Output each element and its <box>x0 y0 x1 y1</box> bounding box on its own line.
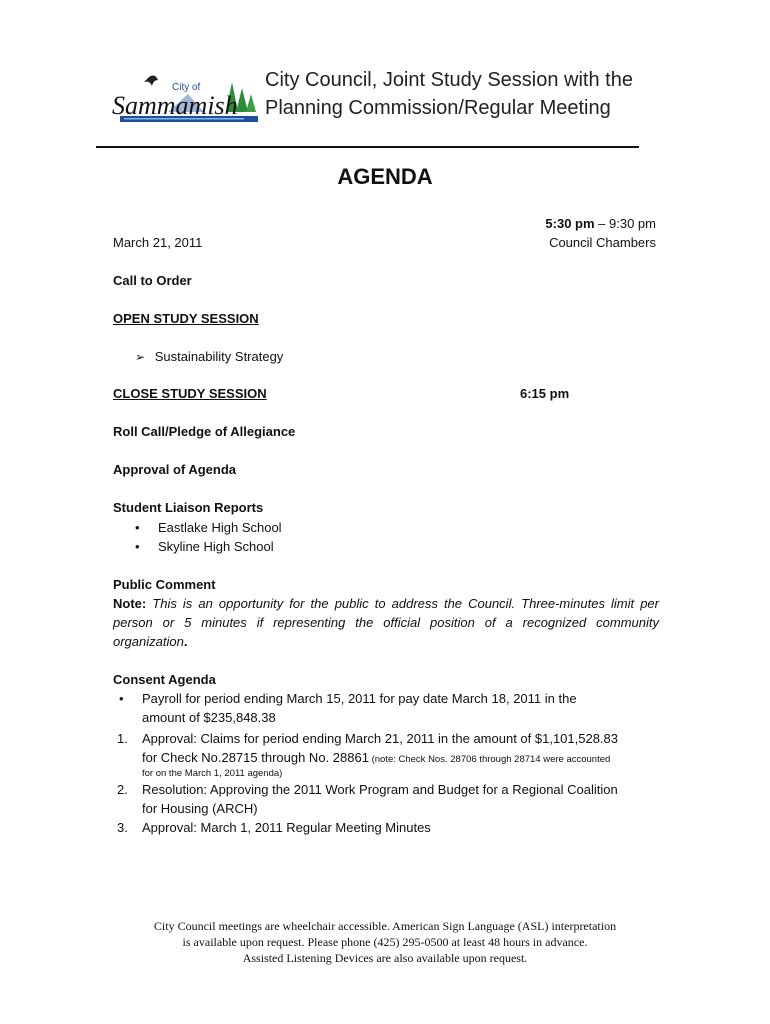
list-item <box>135 518 282 537</box>
bullet-icon: • <box>135 520 140 535</box>
footer-line-1: City Council meetings are wheelchair accessible. American Sign Language (ASL) interpretation <box>153 919 617 933</box>
meeting-location: Council Chambers <box>549 235 656 250</box>
claims-note-a: (note: Check Nos. 28706 through 28714 were accounted <box>368 754 611 765</box>
title-line-2: Planning Commission/Regular Meeting <box>265 97 611 119</box>
public-comment-note <box>113 594 659 651</box>
school-name: Eastlake High School <box>158 520 282 535</box>
claims-check-range: for Check No.28715 through No. 28861 <box>142 750 369 765</box>
item-number: 1. <box>117 731 128 746</box>
study-topic-item <box>135 347 283 367</box>
consent-agenda-heading: Consent Agenda <box>113 672 216 687</box>
close-time: 6:15 pm <box>520 386 570 401</box>
item-number: 2. <box>117 782 128 797</box>
time-separator: – <box>594 216 610 231</box>
note-text: This is an opportunity for the public to address the Council. Three-minutes limit per person or 5 minutes if representing the official position of a recognized community organization <box>113 596 659 649</box>
bullet-icon: • <box>135 539 140 554</box>
page-title <box>265 66 633 122</box>
meeting-time <box>440 214 656 233</box>
item-number: 3. <box>117 820 128 835</box>
resolution-line-1: Resolution: Approving the 2011 Work Program and Budget for a Regional Coalition <box>142 782 618 797</box>
call-to-order: Call to Order <box>113 273 192 288</box>
payroll-line-2: amount of $235,848.38 <box>142 710 276 725</box>
arrow-bullet-icon: ➢ <box>135 350 146 364</box>
note-end: . <box>183 634 188 649</box>
note-label: Note: <box>113 596 147 611</box>
logo-text: Sammamish <box>112 91 238 120</box>
list-item <box>135 537 274 556</box>
claims-line-1: Approval: Claims for period ending March 21, 2011 in the amount of $1,101,528.83 <box>142 731 619 746</box>
end-time: 9:30 pm <box>609 216 656 231</box>
roll-call: Roll Call/Pledge of Allegiance <box>113 424 296 439</box>
start-time: 5:30 pm <box>545 216 595 231</box>
claims-note-b: for on the March 1, 2011 agenda) <box>142 768 283 779</box>
claims-line-2 <box>142 748 610 769</box>
footer-line-2: is available upon request. Please phone (425) 295-0500 at least 48 hours in advance. <box>182 935 588 949</box>
footer-line-3: Assisted Listening Devices are also available upon request. <box>242 951 528 965</box>
minutes-line-1: Approval: March 1, 2011 Regular Meeting Minutes <box>142 820 431 835</box>
approval-of-agenda: Approval of Agenda <box>113 462 237 477</box>
meeting-date: March 21, 2011 <box>113 235 203 250</box>
payroll-line-1: Payroll for period ending March 15, 2011 for pay date March 18, 2011 in the <box>142 691 577 706</box>
agenda-heading: AGENDA <box>337 164 433 189</box>
student-liaison-heading: Student Liaison Reports <box>113 500 264 515</box>
resolution-line-2: for Housing (ARCH) <box>142 801 258 816</box>
close-study-session: CLOSE STUDY SESSION <box>113 386 267 401</box>
bird-icon <box>144 76 158 86</box>
public-comment-heading: Public Comment <box>113 577 216 592</box>
open-study-session: OPEN STUDY SESSION <box>113 311 259 326</box>
logo-small-text: City of <box>172 82 201 93</box>
city-logo <box>108 72 260 130</box>
school-name: Skyline High School <box>158 539 274 554</box>
study-topic: Sustainability Strategy <box>154 349 284 364</box>
title-line-1: City Council, Joint Study Session with the <box>265 69 633 91</box>
footer-notice <box>0 918 770 966</box>
bullet-icon: • <box>119 691 124 706</box>
header-divider <box>96 146 639 148</box>
